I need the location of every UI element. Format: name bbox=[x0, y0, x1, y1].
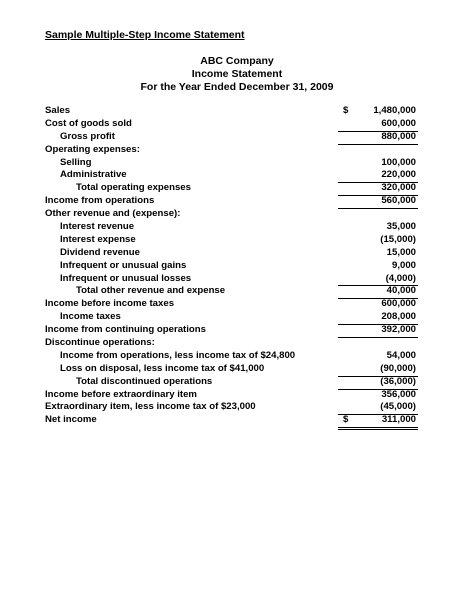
line-label: Infrequent or unusual gains bbox=[60, 259, 187, 271]
line-label: Infrequent or unusual losses bbox=[60, 272, 192, 284]
statement-line bbox=[0, 401, 474, 414]
line-amount: 320,000 bbox=[338, 182, 418, 196]
statement-period: For the Year Ended December 31, 2009 bbox=[140, 81, 334, 93]
line-label: Income from continuing operations bbox=[45, 324, 206, 336]
statement-line bbox=[0, 182, 474, 195]
statement-line bbox=[0, 234, 474, 247]
line-label: Discontinue operations: bbox=[45, 337, 155, 349]
line-amount: (15,000) bbox=[380, 233, 416, 245]
line-label: Income taxes bbox=[60, 311, 121, 323]
currency-symbol: $ bbox=[343, 105, 349, 116]
line-label: Operating expenses: bbox=[45, 143, 140, 155]
line-amount: 1,480,000 bbox=[373, 105, 416, 116]
line-label: Sales bbox=[45, 105, 71, 116]
line-label: Dividend revenue bbox=[60, 246, 140, 258]
line-amount: 600,000 bbox=[381, 298, 416, 310]
line-label: Interest revenue bbox=[60, 221, 135, 233]
statement-line bbox=[0, 389, 474, 402]
statement-line bbox=[0, 337, 474, 350]
line-amount: 560,000 bbox=[338, 195, 418, 209]
statement-line bbox=[0, 118, 474, 131]
document-heading: Sample Multiple-Step Income Statement bbox=[45, 29, 245, 41]
statement-line bbox=[0, 311, 474, 324]
line-amount: 356,000 bbox=[381, 388, 416, 400]
statement-line bbox=[0, 195, 474, 208]
line-label: Loss on disposal, less income tax of $41,000 bbox=[60, 362, 265, 374]
line-label: Administrative bbox=[60, 169, 127, 181]
currency-symbol: $ bbox=[343, 414, 349, 426]
line-amount: 35,000 bbox=[386, 221, 416, 233]
line-label: Extraordinary item, less income tax of $23,000 bbox=[45, 401, 256, 413]
line-amount: 208,000 bbox=[338, 311, 418, 325]
statement-line bbox=[0, 350, 474, 363]
line-label: Selling bbox=[60, 156, 92, 168]
line-amount: (4,000) bbox=[338, 273, 418, 287]
line-amount: 220,000 bbox=[338, 169, 418, 183]
line-amount: 311,000 bbox=[338, 414, 418, 430]
line-label: Net income bbox=[45, 414, 97, 426]
line-amount: 392,000 bbox=[338, 324, 418, 338]
statement-line bbox=[0, 157, 474, 170]
statement-line bbox=[0, 414, 474, 427]
line-amount: (36,000) bbox=[338, 376, 418, 390]
statement-line bbox=[0, 285, 474, 298]
line-amount: 15,000 bbox=[386, 246, 416, 258]
line-amount: 100,000 bbox=[381, 156, 416, 168]
statement-line bbox=[0, 169, 474, 182]
statement-line bbox=[0, 376, 474, 389]
line-amount: 600,000 bbox=[338, 118, 418, 132]
line-amount: 9,000 bbox=[391, 259, 416, 271]
line-amount: 40,000 bbox=[338, 285, 418, 299]
statement-line bbox=[0, 105, 474, 118]
line-label: Income before extraordinary item bbox=[45, 388, 197, 400]
statement-line bbox=[0, 363, 474, 376]
line-amount: (45,000) bbox=[338, 401, 418, 415]
line-label: Income from operations, less income tax of $24,800 bbox=[60, 349, 296, 361]
line-label: Total operating expenses bbox=[76, 182, 191, 194]
line-label: Total other revenue and expense bbox=[76, 285, 226, 297]
line-amount: 54,000 bbox=[386, 349, 416, 361]
statement-header bbox=[0, 55, 474, 94]
statement-line bbox=[0, 247, 474, 260]
line-label: Income before income taxes bbox=[45, 298, 175, 310]
statement-line bbox=[0, 144, 474, 157]
statement-line bbox=[0, 273, 474, 286]
statement-line bbox=[0, 208, 474, 221]
line-label: Gross profit bbox=[60, 130, 115, 142]
line-label: Total discontinued operations bbox=[76, 375, 213, 387]
statement-line bbox=[0, 324, 474, 337]
statement-title: Income Statement bbox=[191, 68, 283, 80]
statement-line bbox=[0, 131, 474, 144]
statement-line bbox=[0, 260, 474, 273]
statement-line bbox=[0, 298, 474, 311]
statement-line bbox=[0, 221, 474, 234]
company-name: ABC Company bbox=[200, 55, 274, 67]
line-label: Income from operations bbox=[45, 195, 155, 207]
line-amount: 880,000 bbox=[338, 131, 418, 145]
line-label: Other revenue and (expense): bbox=[45, 208, 181, 220]
line-label: Cost of goods sold bbox=[45, 117, 132, 129]
line-amount: (90,000) bbox=[338, 363, 418, 377]
statement-body bbox=[0, 105, 474, 427]
line-label: Interest expense bbox=[60, 233, 136, 245]
